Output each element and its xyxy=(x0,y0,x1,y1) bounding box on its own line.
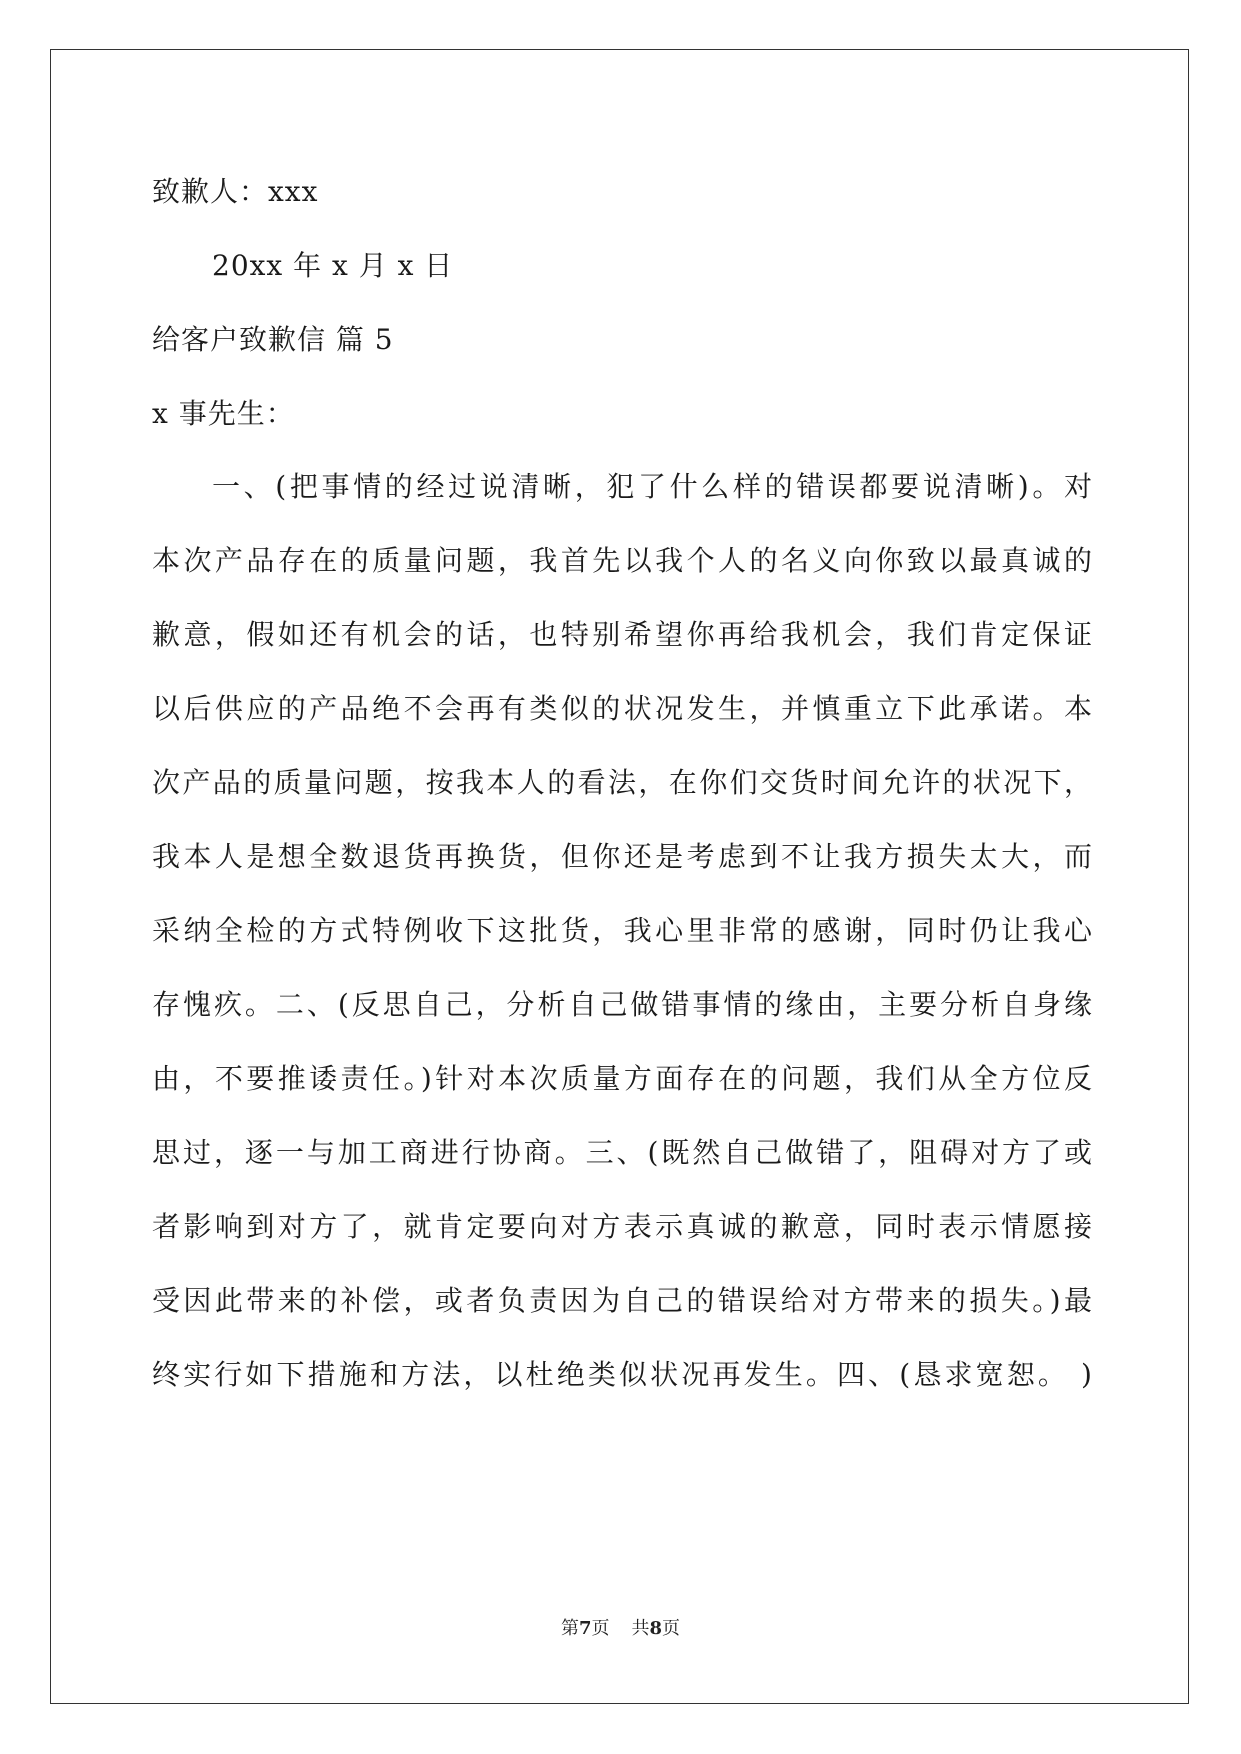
body-line: 以后供应的产品绝不会再有类似的状况发生，并慎重立下此承诺。本 xyxy=(152,692,1092,725)
body-line: 次产品的质量问题，按我本人的看法，在你们交货时间允许的状况下， xyxy=(152,766,1092,799)
section-title: 给客户致歉信 篇 5 xyxy=(152,323,394,356)
signature-line: 致歉人：xxx xyxy=(152,175,319,208)
page-prefix: 第 xyxy=(560,1618,579,1639)
body-line: 一、(把事情的经过说清晰，犯了什么样的错误都要说清晰)。对 xyxy=(212,470,1092,503)
body-line: 终实行如下措施和方法，以杜绝类似状况再发生。四、(恳求宽恕。 ) xyxy=(152,1358,1092,1391)
total-suffix: 页 xyxy=(662,1618,681,1639)
total-prefix: 共 xyxy=(631,1618,650,1639)
body-line: 本次产品存在的质量问题，我首先以我个人的名义向你致以最真诚的 xyxy=(152,544,1092,577)
body-line: 采纳全检的方式特例收下这批货，我心里非常的感谢，同时仍让我心 xyxy=(152,914,1092,947)
current-page-number: 7 xyxy=(578,1618,592,1639)
page-footer xyxy=(0,1617,1241,1641)
total-pages-number: 8 xyxy=(649,1618,663,1639)
body-line: 者影响到对方了，就肯定要向对方表示真诚的歉意，同时表示情愿接 xyxy=(152,1210,1092,1243)
date-line: 20xx 年 x 月 x 日 xyxy=(212,249,454,282)
page-suffix: 页 xyxy=(591,1618,610,1639)
body-line: 受因此带来的补偿，或者负责因为自己的错误给对方带来的损失。)最 xyxy=(152,1284,1092,1317)
body-line: 歉意，假如还有机会的话，也特别希望你再给我机会，我们肯定保证 xyxy=(152,618,1092,651)
body-line: 存愧疚。二、(反思自己，分析自己做错事情的缘由，主要分析自身缘 xyxy=(152,988,1092,1021)
salutation: x 事先生： xyxy=(152,397,295,430)
body-line: 由，不要推诿责任。)针对本次质量方面存在的问题，我们从全方位反 xyxy=(152,1062,1092,1095)
body-line: 我本人是想全数退货再换货，但你还是考虑到不让我方损失太大，而 xyxy=(152,840,1092,873)
body-line: 思过，逐一与加工商进行协商。三、(既然自己做错了，阻碍对方了或 xyxy=(152,1136,1092,1169)
